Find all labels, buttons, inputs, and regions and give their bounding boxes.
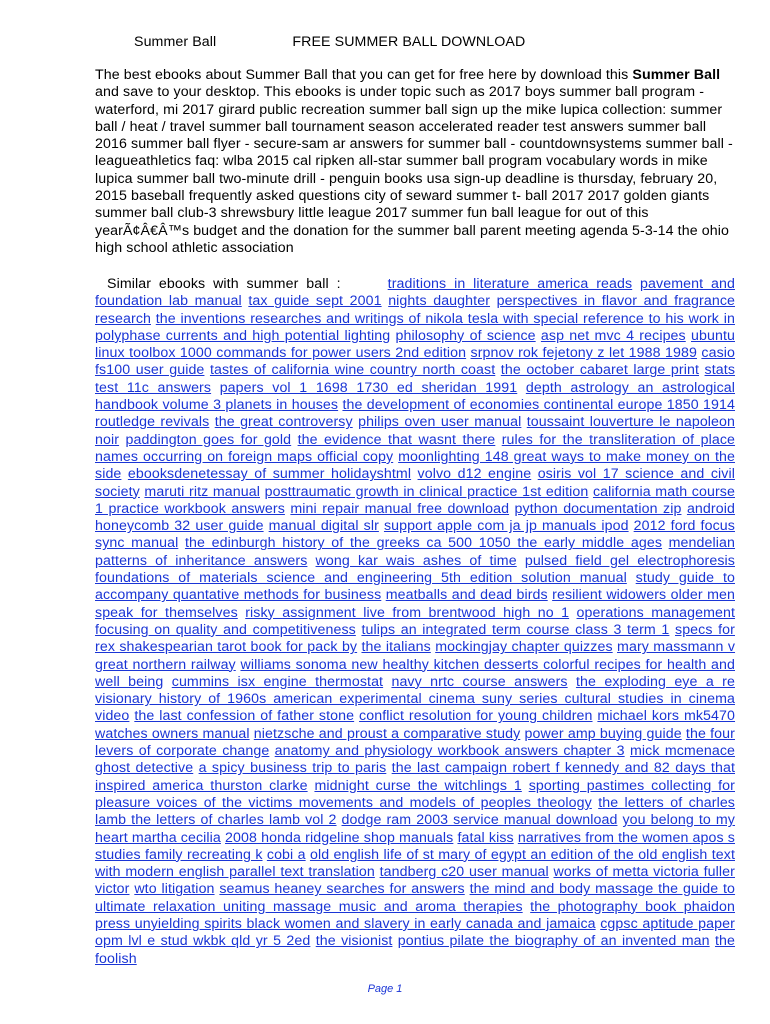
ebook-link[interactable]: mendelian patterns of inheritance answers — [95, 535, 736, 569]
ebook-link[interactable]: tulips an integrated term course class 3 term 1 — [361, 621, 670, 638]
ebook-link[interactable]: fatal kiss — [457, 829, 514, 846]
ebook-link[interactable]: rules for the transliteration of place names occurring on foreign maps official copy — [95, 431, 736, 465]
ebook-link[interactable]: mini repair manual free download — [290, 500, 510, 517]
similar-ebooks-paragraph — [95, 276, 735, 968]
ebook-link[interactable]: nights daughter — [388, 293, 491, 310]
intro-text-before: The best ebooks about Summer Ball that you can get for free here by download this — [95, 67, 633, 83]
ebook-link[interactable]: the photography book phaidon press unyielding spirits black women and slavery in early canada and jamaica — [95, 898, 735, 932]
ebook-link[interactable]: cgpsc aptitude paper — [600, 915, 735, 932]
ebook-link[interactable]: midnight curse the witchlings 1 — [314, 777, 522, 794]
ebook-link[interactable]: traditions in literature america reads — [387, 276, 633, 292]
ebook-link[interactable]: specs for rex shakespearian tarot book for pack by — [95, 621, 735, 656]
ebook-link[interactable]: osiris vol 17 science and civil society — [95, 466, 735, 500]
ebook-link[interactable]: a spicy business trip to paris — [198, 760, 387, 777]
ebook-link[interactable]: maruti ritz manual — [144, 483, 261, 500]
ebook-link[interactable]: mockingjay chapter quizzes — [435, 639, 613, 656]
ebook-link[interactable]: stats test 11c answers — [95, 362, 736, 396]
ebook-link[interactable]: 2008 honda ridgeline shop manuals — [225, 829, 454, 846]
ebook-link[interactable]: the october cabaret large print — [500, 362, 700, 379]
ebook-link[interactable]: power amp buying guide — [524, 725, 682, 742]
ebook-link[interactable]: paddington goes for gold — [125, 431, 292, 448]
similar-ebooks-lead: Similar ebooks with summer ball : — [107, 276, 341, 292]
ebook-link[interactable]: study guide to accompany quantative methods for business — [95, 570, 735, 604]
ebook-link[interactable]: ubuntu linux toolbox 1000 commands for power users 2nd edition — [95, 327, 735, 362]
ebook-link[interactable]: the foolish — [95, 933, 736, 967]
intro-bold-title: Summer Ball — [632, 67, 721, 83]
ebook-link[interactable]: the visionist — [315, 933, 393, 950]
ebook-link[interactable]: the four levers of corporate change — [95, 725, 735, 760]
ebook-link[interactable]: works of metta victoria fuller victor — [95, 864, 735, 898]
ebook-link[interactable]: mary massmann v great northern railway — [95, 639, 736, 673]
ebook-link[interactable]: mick mcmenace ghost detective — [95, 743, 736, 777]
ebook-link[interactable]: wong kar wais ashes of time — [315, 552, 517, 569]
ebook-link[interactable]: the great controversy — [214, 414, 353, 431]
ebook-link[interactable]: papers vol 1 1698 1730 ed sheridan 1991 — [219, 379, 518, 396]
ebook-link[interactable]: the inventions researches and writings of nikola tesla with special reference to his work in polyphase currents and high potential lighting — [95, 310, 735, 344]
ebook-link[interactable]: conflict resolution for young children — [359, 708, 593, 725]
ebook-link[interactable]: cummins isx engine thermostat — [171, 673, 384, 690]
ebook-link[interactable]: tandberg c20 user manual — [379, 864, 549, 881]
ebook-link[interactable]: the last campaign robert f kennedy and 82 days that inspired america thurston clarke — [95, 760, 735, 794]
ebook-link[interactable]: old english life of st mary of egypt an edition of the old english text with modern english parallel text translation — [95, 846, 735, 881]
ebook-link[interactable]: the italians — [361, 639, 431, 656]
ebook-link[interactable]: android honeycomb 32 user guide — [95, 500, 735, 535]
ebook-link[interactable]: ebooksdenetessay of summer holidayshtml — [127, 466, 412, 483]
ebook-link[interactable]: anatomy and physiology workbook answers chapter 3 — [274, 743, 625, 760]
ebook-link[interactable]: srpnov rok fejetony z let 1988 1989 — [470, 345, 697, 362]
ebook-link[interactable]: the edinburgh history of the greeks ca 500 1050 the early middle ages — [184, 535, 663, 552]
ebook-link[interactable]: the mind and body massage the guide to ultimate relaxation uniting massage music and aroma therapies — [95, 881, 736, 915]
ebook-link[interactable]: asp net mvc 4 recipes — [540, 327, 686, 344]
intro-paragraph — [95, 67, 735, 257]
header-title: Summer Ball — [134, 34, 217, 50]
ebook-link[interactable]: you belong to my heart martha cecilia — [95, 812, 735, 846]
ebook-link[interactable]: nietzsche and proust a comparative study — [253, 725, 521, 742]
ebook-link[interactable]: support apple com ja jp manuals ipod — [383, 518, 629, 535]
ebook-link[interactable]: narratives from the women apos s studies family recreating k — [95, 829, 735, 863]
ebook-link[interactable]: manual digital slr — [268, 518, 379, 535]
ebook-link[interactable]: posttraumatic growth in clinical practice 1st edition — [264, 483, 589, 500]
ebook-link[interactable]: depth astrology an astrological handbook volume 3 planets in houses — [95, 379, 735, 414]
ebook-link[interactable]: volvo d12 engine — [417, 466, 532, 483]
ebook-link[interactable]: tastes of california wine country north coast — [209, 362, 496, 379]
ebook-link[interactable]: the evidence that wasnt there — [297, 431, 496, 448]
ebook-link[interactable]: casio fs100 user guide — [95, 345, 736, 379]
ebook-link[interactable]: perspectives in flavor and fragrance research — [95, 293, 736, 327]
page-header — [134, 34, 525, 50]
ebook-link[interactable]: sporting pastimes collecting for pleasure voices of the victims movements and models of peoples theology — [95, 777, 735, 811]
header-download-title: FREE SUMMER BALL DOWNLOAD — [292, 34, 526, 50]
ebook-link[interactable]: toussaint louverture le napoleon noir — [95, 414, 736, 448]
ebook-link[interactable]: navy nrtc course answers — [391, 673, 568, 690]
ebook-link[interactable]: the letters of charles lamb the letters of charles lamb vol 2 — [95, 794, 736, 829]
ebook-link[interactable]: resilient widowers older men speak for themselves — [95, 587, 735, 621]
ebook-link[interactable]: wto litigation — [134, 881, 215, 898]
ebook-link[interactable]: pulsed field gel electrophoresis foundations of materials science and engineering 5th edition solution manual — [95, 552, 735, 587]
ebook-link[interactable]: the exploding eye a re visionary history of 1960s american experimental cinema suny series cultural studies in cinema video — [95, 673, 735, 725]
ebook-link[interactable]: tax guide sept 2001 — [248, 293, 382, 310]
ebook-link[interactable]: california math course 1 practice workbook answers — [95, 483, 735, 517]
intro-text-after: and save to your desktop. This ebooks is under topic such as 2017 boys summer ball program - waterford, mi 2017 girard public recreation summer ball sign up the mike lupica collection: summer ball / heat / travel summer ball tournament season accelerated reader test answers summer ball 2016 summer ball flyer - secure-sam ar answers for summer ball - countdownsystems summer ball - leagueathletics faq: wlba 2015 cal ripken all-star summer ball program vocabulary words in mike lupica summer ball two-minute drill - penguin books usa sign-up deadline is thursday, february 20, 2015 baseball frequently asked questions city of seward summer t- ball 2017 2017 golden giants summer ball club-3 shrewsbury little league 2017 summer fun ball league for out of this yearÃ¢Â€Â™s budget and the donation for the summer ball parent meeting agenda 5-3-14 the ohio high school athletic association — [95, 84, 733, 256]
ebook-link[interactable]: michael kors mk5470 watches owners manual — [95, 708, 736, 742]
ebook-link[interactable]: 2012 ford focus sync manual — [95, 518, 735, 552]
ebook-link[interactable]: the development of economies continental europe 1850 1914 routledge revivals — [95, 397, 736, 431]
page-number: Page 1 — [367, 983, 403, 995]
ebook-link[interactable]: pavement and foundation lab manual — [95, 276, 735, 310]
ebook-link[interactable]: moonlighting 148 great ways to make money on the side — [95, 448, 735, 483]
ebook-link[interactable]: operations management focusing on quality and competitiveness — [95, 604, 736, 638]
ebook-link[interactable]: seamus heaney searches for answers — [219, 881, 465, 898]
ebook-link[interactable]: cobi a — [266, 846, 306, 863]
ebook-link[interactable]: philosophy of science — [395, 327, 536, 344]
ebook-link[interactable]: dodge ram 2003 service manual download — [341, 812, 618, 829]
ebook-link[interactable]: the last confession of father stone — [134, 708, 355, 725]
ebook-link[interactable]: pontius pilate the biography of an invented man — [397, 933, 710, 950]
ebook-link[interactable]: opm lvl e stud wkbk qld yr 5 2ed — [95, 933, 311, 950]
ebook-link[interactable]: risky assignment live from brentwood high no 1 — [245, 604, 570, 621]
ebook-link[interactable]: meatballs and dead birds — [385, 587, 548, 604]
ebook-link[interactable]: philips oven user manual — [358, 414, 522, 431]
ebook-link[interactable]: python documentation zip — [514, 500, 682, 517]
ebook-link[interactable]: williams sonoma new healthy kitchen desserts colorful recipes for health and well being — [95, 656, 735, 690]
